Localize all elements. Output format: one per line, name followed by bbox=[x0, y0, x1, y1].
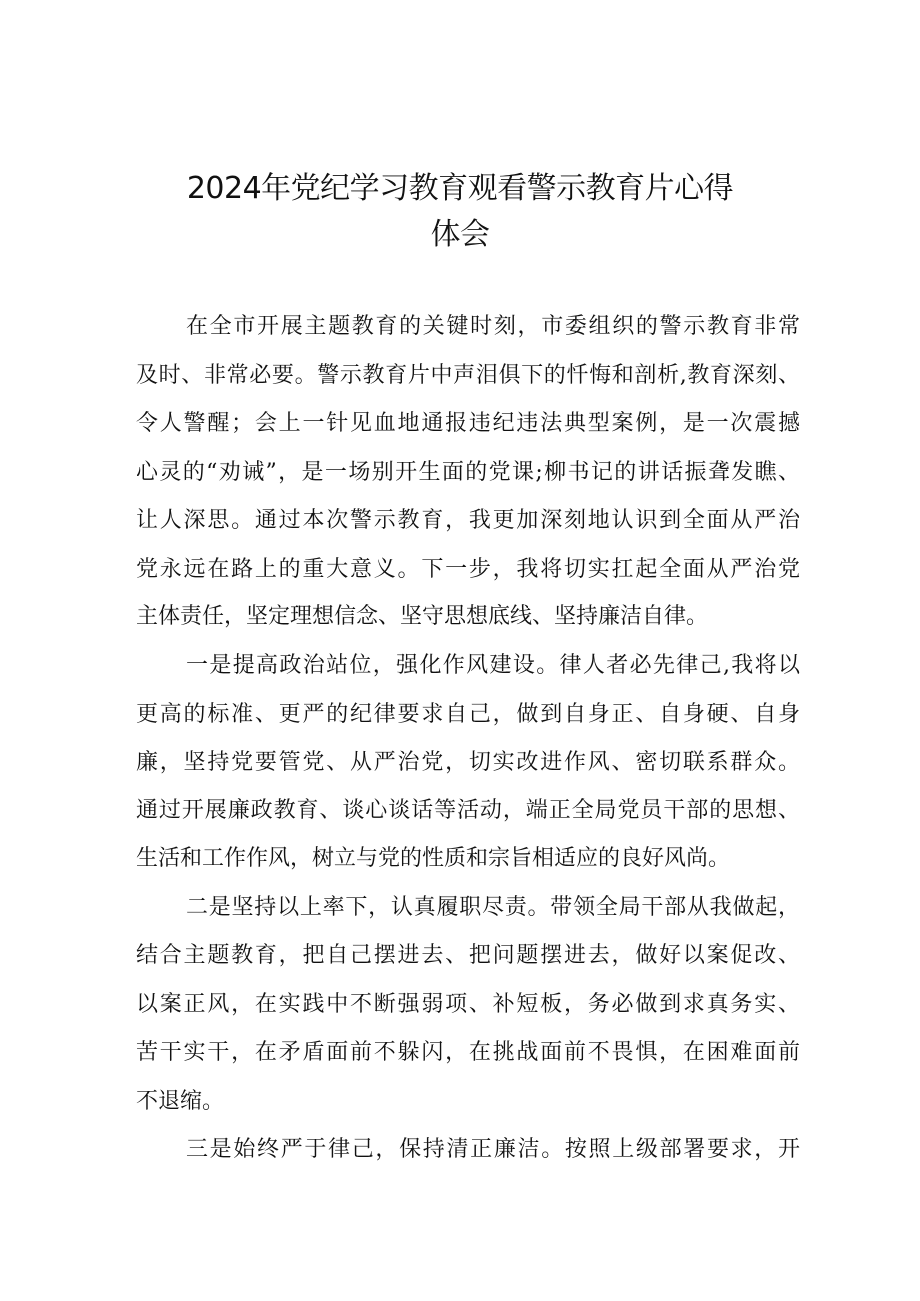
paragraph-1-line-2: 及时、非常必要。警示教育片中声泪俱下的忏悔和剖析,教育深刻、 bbox=[136, 363, 800, 388]
paragraph-2-line-1: 一是提高政治站位，强化作风建设。律人者必先律己,我将以 bbox=[186, 653, 800, 678]
paragraph-3-line-3: 以案正风，在实践中不断强弱项、补短板，务必做到求真务实、 bbox=[136, 992, 800, 1017]
paragraph-2-line-3: 廉，坚持党要管党、从严治党，切实改进作风、密切联系群众。 bbox=[136, 750, 800, 775]
paragraph-1-line-7: 主体责任，坚定理想信念、坚守思想底线、坚持廉洁自律。 bbox=[136, 604, 709, 629]
paragraph-2-line-2: 更高的标准、更严的纪律要求自己，做到自身正、自身硬、自身 bbox=[136, 702, 800, 727]
paragraph-2-line-5: 生活和工作作风，树立与党的性质和宗旨相适应的良好风尚。 bbox=[136, 846, 731, 871]
paragraph-3-line-1: 二是坚持以上率下，认真履职尽责。带领全局干部从我做起， bbox=[186, 895, 800, 920]
paragraph-4-line-1: 三是始终严于律己，保持清正廉洁。按照上级部署要求，开 bbox=[186, 1137, 800, 1162]
paragraph-1-line-3: 令人警醒；会上一针见血地通报违纪违法典型案例，是一次震撼 bbox=[136, 411, 800, 436]
paragraph-3-line-2: 结合主题教育，把自己摆进去、把问题摆进去，做好以案促改、 bbox=[136, 943, 800, 968]
paragraph-3-line-4: 苦干实干，在矛盾面前不躲闪，在挑战面前不畏惧，在困难面前 bbox=[136, 1040, 800, 1065]
paragraph-1-line-1: 在全市开展主题教育的关键时刻，市委组织的警示教育非常 bbox=[186, 314, 800, 339]
paragraph-2-line-4: 通过开展廉政教育、谈心谈话等活动，端正全局党员干部的思想、 bbox=[136, 798, 800, 823]
paragraph-1-line-6: 党永远在路上的重大意义。下一步，我将切实扛起全面从严治党 bbox=[136, 557, 800, 582]
paragraph-3-line-5: 不退缩。 bbox=[136, 1089, 225, 1114]
paragraph-1-line-4: 心灵的“劝诫”，是一场别开生面的党课;柳书记的讲话振聋发瞧、 bbox=[136, 460, 800, 485]
document-title-line-1: 2024年党纪学习教育观看警示教育片心得 bbox=[186, 171, 734, 206]
document-title-line-2: 体会 bbox=[430, 217, 490, 252]
paragraph-1-line-5: 让人深思。通过本次警示教育，我更加深刻地认识到全面从严治 bbox=[136, 508, 800, 533]
